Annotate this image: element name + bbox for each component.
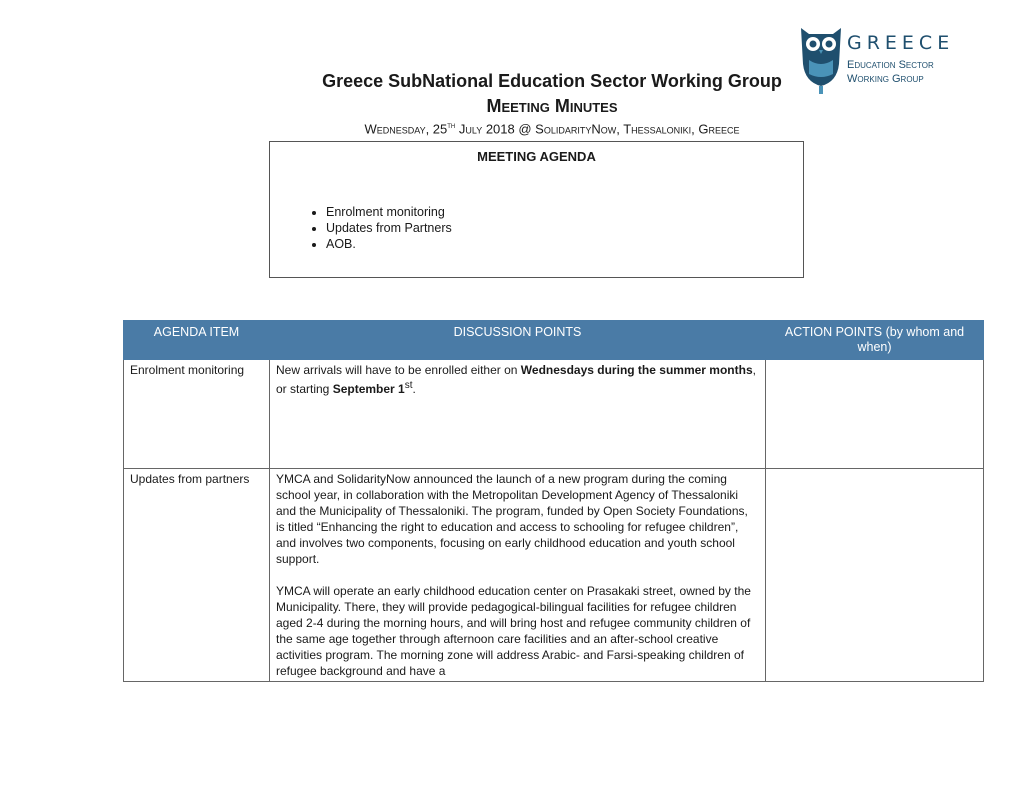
meeting-agenda-box — [269, 141, 804, 278]
discussion-text: New arrivals will have to be enrolled either on — [276, 363, 521, 377]
agenda-item-cell: Enrolment monitoring — [124, 360, 270, 469]
agenda-list-item: • Updates from Partners — [326, 220, 803, 236]
agenda-list — [270, 204, 803, 252]
discussion-text: , or starting — [276, 363, 756, 396]
discussion-text: . — [412, 382, 416, 396]
table-header-row — [124, 321, 984, 360]
meeting-date-location — [0, 121, 1024, 136]
action-cell — [766, 360, 984, 469]
document-subtitle: Meeting Minutes — [486, 96, 618, 116]
header-action-points: ACTION POINTS (by whom and when) — [766, 321, 984, 360]
table-row — [124, 469, 984, 682]
discussion-bold: Wednesdays during the summer months — [520, 363, 753, 377]
date-suffix: th — [447, 121, 456, 130]
document-title: Greece SubNational Education Sector Working Group — [322, 71, 782, 91]
table-row — [124, 360, 984, 469]
header-discussion-points: DISCUSSION POINTS — [270, 321, 766, 360]
minutes-table — [123, 320, 984, 682]
logo-subtitle-line1: Education Sector — [847, 59, 934, 71]
agenda-item-cell: Updates from partners — [124, 469, 270, 682]
action-cell — [766, 469, 984, 682]
logo-title: GREECE — [847, 32, 955, 54]
discussion-cell — [270, 360, 766, 469]
date-prefix: Wednesday, 25 — [364, 121, 448, 137]
discussion-paragraph: YMCA and SolidarityNow announced the launch of a new program during the coming school year, in collaboration with the Metropolitan Development Agency of Thessaloniki and the Municipality of Thessaloniki. The program, funded by Open Society Foundations, is titled “Enhancing the right to education and access to schooling for refugee children”, and involves two components, focusing on early childhood education and youth school support. — [276, 472, 748, 566]
agenda-list-item: • Enrolment monitoring — [326, 204, 803, 220]
discussion-cell — [270, 469, 766, 682]
logo-subtitle-line2: Working Group — [847, 73, 924, 85]
agenda-heading: MEETING AGENDA — [477, 149, 596, 164]
header-agenda-item: AGENDA ITEM — [124, 321, 270, 360]
discussion-bold: September 1 — [332, 382, 405, 396]
date-location: July 2018 @ SolidarityNow, Thessaloniki, Greece — [455, 121, 740, 137]
ordinal-suffix: st — [404, 380, 413, 391]
agenda-list-item: • AOB. — [326, 236, 803, 252]
discussion-paragraph: YMCA will operate an early childhood education center on Prasakaki street, owned by the Municipality. There, they will provide pedagogical-bilingual facilities for refugee children aged 2-4 during the morning hours, and will bring host and refugee community children of the same age together through afternoon care facilities and an after-school creative activities program. The morning zone will address Arabic- and Farsi-speaking children of refugee background and have a — [276, 584, 751, 678]
